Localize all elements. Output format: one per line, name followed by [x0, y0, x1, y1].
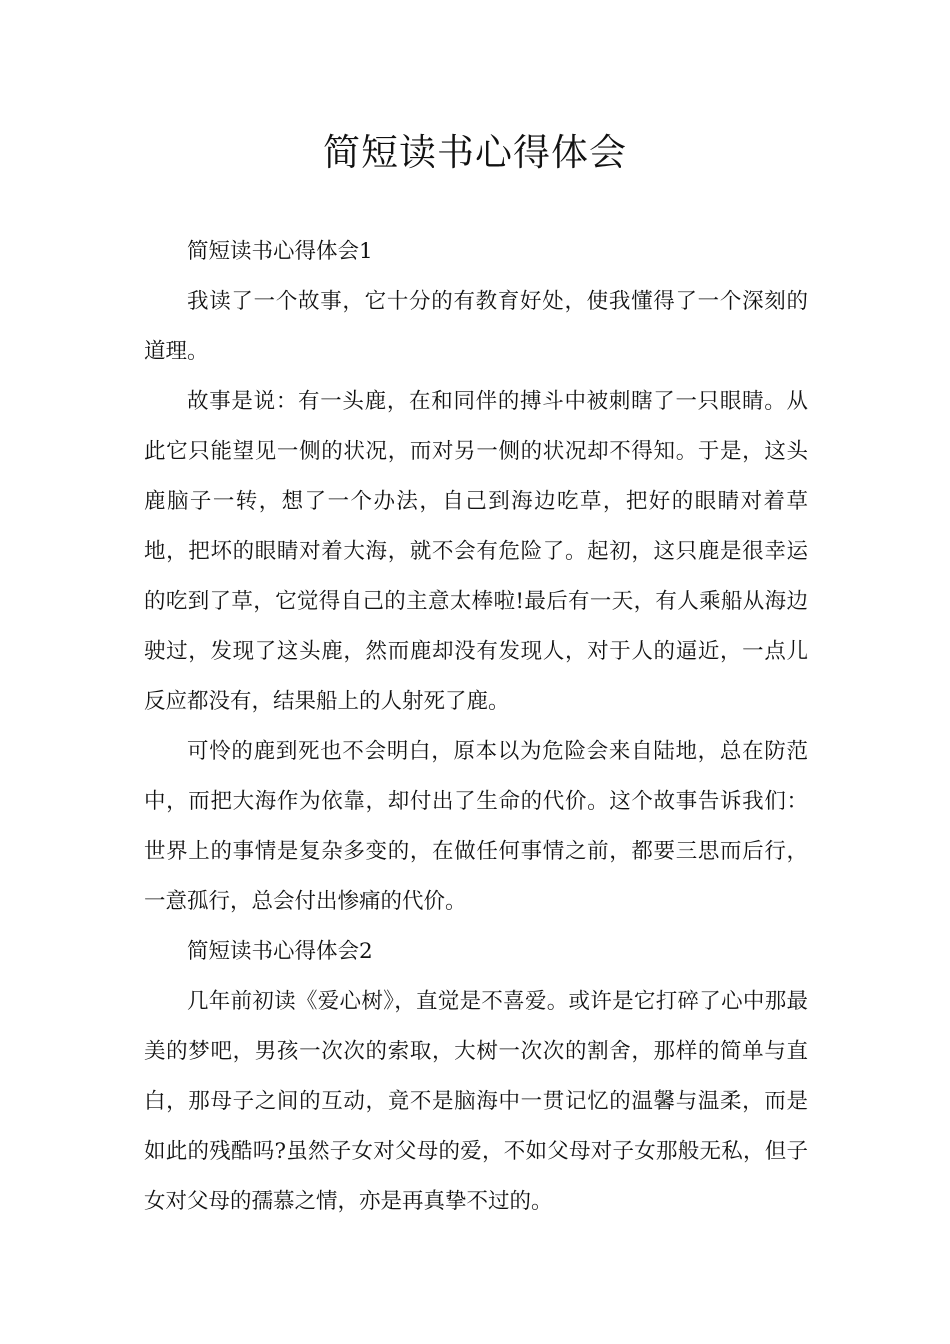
- document-body: [144, 227, 808, 1227]
- section-heading: 简短读书心得体会1: [187, 239, 373, 264]
- paragraph: 我读了一个故事，它十分的有教育好处，使我懂得了一个深刻的道理。: [144, 289, 808, 364]
- paragraph: 故事是说：有一头鹿，在和同伴的搏斗中被刺瞎了一只眼睛。从此它只能望见一侧的状况，而对另一侧的状况却不得知。于是，这头鹿脑子一转，想了一个办法，自己到海边吃草，把好的眼睛对着草地，把坏的眼睛对着大海，就不会有危险了。起初，这只鹿是很幸运的吃到了草，它觉得自己的主意太棒啦!最后有一天，有人乘船从海边驶过，发现了这头鹿，然而鹿却没有发现人，对于人的逼近，一点儿反应都没有，结果船上的人射死了鹿。: [144, 389, 808, 714]
- paragraph: 几年前初读《爱心树》，直觉是不喜爱。或许是它打碎了心中那最美的梦吧，男孩一次次的索取，大树一次次的割舍，那样的简单与直白，那母子之间的互动，竟不是脑海中一贯记忆的温馨与温柔，而是如此的残酷吗?虽然子女对父母的爱，不如父母对子女那般无私，但子女对父母的孺慕之情，亦是再真挚不过的。: [144, 989, 808, 1214]
- section-heading: 简短读书心得体会2: [187, 939, 373, 964]
- paragraph: 可怜的鹿到死也不会明白，原本以为危险会来自陆地，总在防范中，而把大海作为依靠，却付出了生命的代价。这个故事告诉我们：世界上的事情是复杂多变的，在做任何事情之前，都要三思而后行，一意孤行，总会付出惨痛的代价。: [144, 739, 808, 914]
- document-title: 简短读书心得体会: [323, 131, 627, 174]
